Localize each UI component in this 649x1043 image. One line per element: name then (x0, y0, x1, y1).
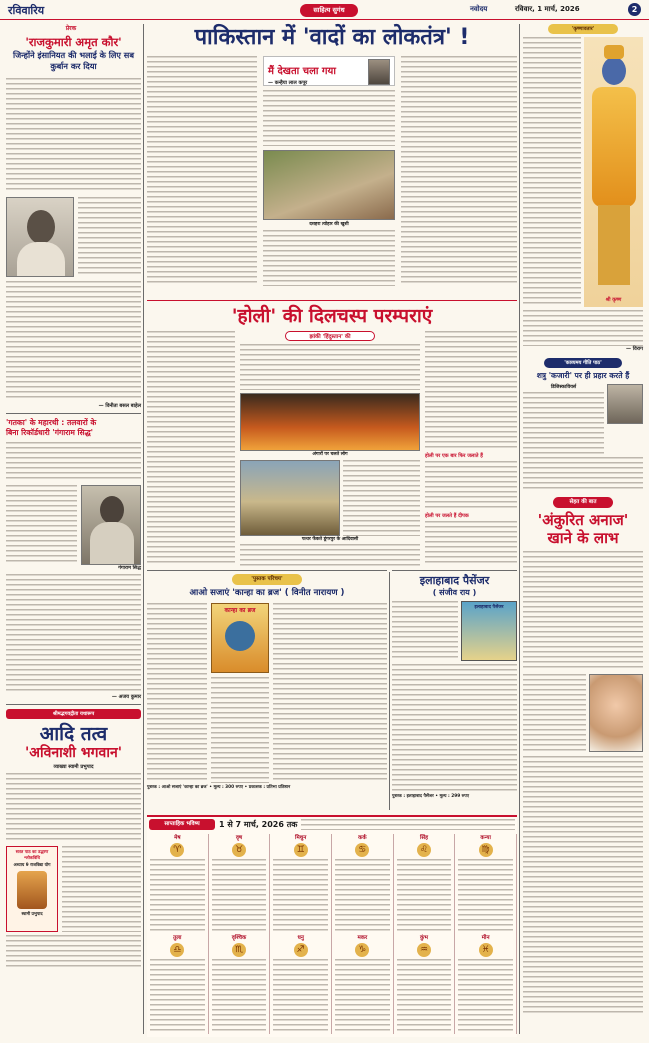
article-headline: 'राजकुमारी अमृत कौर' (25, 35, 122, 49)
horoscope-label: साप्ताहिक भविष्य (149, 819, 215, 830)
health-tag: सेहत की बात (553, 497, 613, 508)
allahabad-headline: इलाहाबाद पैसेंजर (419, 574, 490, 587)
gatka-photo (81, 485, 141, 565)
rasi-7 (147, 934, 209, 1034)
gatka-subheadline: बिना रिकॉर्डधारी 'गंगाराम सिद्ध' (6, 428, 94, 437)
gatka-headline: 'गतका' के महारथी : तलवारों के (6, 418, 97, 427)
rasi-name: धनु (297, 935, 304, 941)
allahabad-review (392, 570, 517, 810)
health-photo (589, 674, 643, 752)
kicker: प्रेरक (65, 25, 77, 32)
lead-photo (263, 150, 395, 220)
left-column (6, 24, 141, 1034)
holi-subhead-1: होली पर एक बार फिर जलाते हैं (425, 453, 483, 459)
rasi-name: कर्क (358, 835, 367, 841)
portrait-photo (6, 197, 74, 277)
holi-headline: 'होली' की दिलचस्प परम्पराएं (231, 305, 433, 327)
rasi-name: मेष (174, 835, 181, 841)
rasi-11 (394, 934, 456, 1034)
rasi-10 (332, 934, 394, 1034)
zodiac-icon: ♉ (232, 843, 246, 857)
gita-label: श्रीमद्भगवद्गीता यथारूप (6, 709, 141, 719)
kavita-caption: डिजिस्कावियर्स (550, 385, 577, 390)
allahabad-cover: इलाहाबाद पैसेंजर (461, 601, 517, 661)
holi-section (147, 300, 517, 565)
holi-photo-fire-caption: अंगारों पर चलते लोग (312, 452, 348, 457)
masthead (0, 0, 649, 20)
krishna-caption: श्री कृष्ण (605, 297, 622, 303)
rasi-name: कुंभ (419, 935, 429, 941)
lead-byline: — कन्हैया लाल कपूर (268, 80, 308, 86)
allahabad-footer: पुस्तक : इलाहाबाद पैसेंजर • मूल्य : 299 रुपए (392, 794, 470, 799)
rasi-5 (394, 834, 456, 934)
zodiac-icon: ♎ (170, 943, 184, 957)
health-headline: 'अंकुरित अनाज' (537, 511, 629, 529)
health-subheadline: खाने के लाभ (547, 529, 619, 547)
gatka-byline: — अजय कुमार (111, 694, 141, 700)
zodiac-icon: ♍ (479, 843, 493, 857)
issue-date: रविवार, 1 मार्च, 2026 (515, 5, 580, 13)
holi-subhead-2: होली पर जलते हैं दीपक (425, 513, 469, 519)
kavita-headline: शत्रु 'कजारी' पर ही प्रहार करते हैं (536, 371, 630, 380)
rasi-2 (209, 834, 271, 934)
rasi-9 (270, 934, 332, 1034)
zodiac-icon: ♐ (294, 943, 308, 957)
rasi-name: सिंह (419, 835, 429, 841)
author-photo (368, 59, 390, 85)
krishna-author: — विराग (626, 346, 643, 352)
gatka-caption: गंगाराम सिद्ध (118, 566, 141, 571)
center-tag: साहित्य सुगंध (300, 4, 358, 17)
paper-name: नवोदय (470, 5, 488, 13)
rasi-3 (270, 834, 332, 934)
rasi-8 (209, 934, 271, 1034)
page-number: 2 (628, 3, 641, 16)
book-footer: पुस्तक : आओ सजाएं 'कान्हा का ब्रज' • मूल्य : 300 रुपए • प्रकाशक : प्रतिभा प्रतिष्ठान (147, 785, 291, 790)
rasi-name: कन्या (480, 835, 491, 841)
horoscope-dates: 1 से 7 मार्च, 2026 तक (219, 820, 298, 829)
rasi-4 (332, 834, 394, 934)
gita-headline: आदि तत्व (39, 723, 108, 745)
lead-story (147, 24, 517, 294)
article-subheadline: जिन्होंने इंसानियत की भलाई के लिए सब कुर्बान कर दिया (12, 50, 135, 71)
rasi-1 (147, 834, 209, 934)
rasi-name: वृष (235, 835, 243, 841)
krishna-tag: 'कृष्णावतार' (548, 24, 618, 34)
zodiac-icon: ♏ (232, 943, 246, 957)
zodiac-icon: ♋ (355, 843, 369, 857)
zodiac-icon: ♈ (170, 843, 184, 857)
holi-photo-fire (240, 393, 420, 451)
gita-subheadline: 'अविनाशी भगवान' (25, 745, 122, 761)
book-tag: 'पुस्तक परिचय' (232, 574, 302, 585)
lead-sub: मैं देखता चला गया (268, 66, 336, 77)
horoscope (147, 815, 517, 1037)
kavita-photo (607, 384, 643, 424)
lead-photo-caption: दशहरा त्योहार की खुशी (309, 222, 349, 227)
rasi-name: वृश्चिक (231, 935, 247, 941)
horoscope-grid (147, 834, 517, 1034)
rasi-12 (455, 934, 517, 1034)
rasi-name: मकर (357, 935, 368, 941)
jhanki-label: झांकी 'हिंदुस्तान' की (285, 331, 375, 341)
zodiac-icon: ♑ (355, 943, 369, 957)
gita-box: सतत पाठ का उद्धरण श्लोकविधि अध्याय 9 राजविद्या योग स्वामी प्रभुपाद (6, 846, 58, 932)
holi-photo-stones-caption: पत्थर फेंकते डूंगरपुर के आदिवासी (301, 537, 359, 542)
allahabad-sub: ( संजीव राय ) (432, 588, 477, 597)
book-review (147, 570, 387, 810)
gita-commentary: व्याख्या स्वामी प्रभुपाद (53, 764, 94, 770)
book-headline: आओ सजाएं 'कान्हा का ब्रज' ( विनीत नारायण ) (189, 588, 345, 598)
right-column (523, 24, 643, 1034)
lead-headline: पाकिस्तान में 'वादों का लोकतंत्र' ! (194, 25, 470, 50)
rasi-6 (455, 834, 517, 934)
zodiac-icon: ♓ (479, 943, 493, 957)
zodiac-icon: ♌ (417, 843, 431, 857)
rasi-name: तुला (173, 935, 182, 941)
zodiac-icon: ♒ (417, 943, 431, 957)
zodiac-icon: ♊ (294, 843, 308, 857)
rasi-name: मीन (481, 935, 490, 941)
section-title: रविवारिय (8, 4, 45, 17)
holi-photo-stones (240, 460, 340, 536)
krishna-image (584, 37, 643, 307)
byline: — विनीता बसल बाहेल (98, 403, 141, 409)
rasi-name: मिथुन (295, 835, 307, 841)
kavita-tag: 'काव्यमय गीति पाठ' (544, 358, 622, 368)
book-cover: कान्हा का ब्रज (211, 603, 269, 673)
